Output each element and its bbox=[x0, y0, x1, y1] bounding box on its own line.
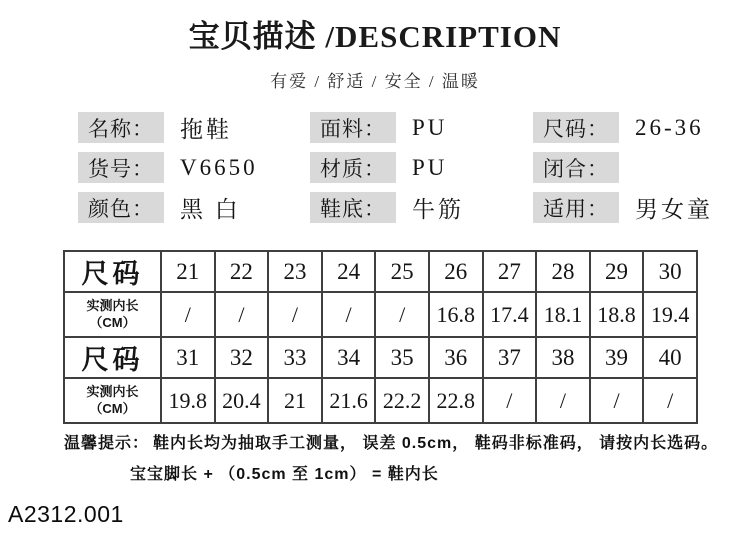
size-table-cell: 31 bbox=[161, 337, 215, 378]
size-table-cell: 22 bbox=[215, 251, 269, 292]
size-table-cell: 19.8 bbox=[161, 378, 215, 423]
size-table-cell: / bbox=[643, 378, 697, 423]
attribute-row-closure bbox=[533, 152, 713, 183]
attribute-value-fabric: PU bbox=[412, 114, 448, 140]
attribute-column-2 bbox=[310, 112, 464, 232]
size-table-row-header: 实测内长 （CM） bbox=[64, 378, 161, 423]
size-table-row bbox=[64, 292, 697, 337]
attribute-value-color: 黑 白 bbox=[180, 197, 241, 222]
size-table-body bbox=[64, 251, 697, 423]
attribute-label-item-number: 货号： bbox=[78, 152, 164, 183]
tips-line1 bbox=[64, 430, 718, 453]
size-table-cell: 38 bbox=[536, 337, 590, 378]
size-table-row bbox=[64, 251, 697, 292]
size-table-cell: 30 bbox=[643, 251, 697, 292]
size-table-cell: 39 bbox=[590, 337, 644, 378]
size-table-row-header: 尺码 bbox=[64, 337, 161, 378]
size-table-cell: 28 bbox=[536, 251, 590, 292]
size-table-cell: / bbox=[161, 292, 215, 337]
attribute-row-fabric bbox=[310, 112, 464, 143]
size-table-cell: 26 bbox=[429, 251, 483, 292]
size-table-cell: 21.6 bbox=[322, 378, 376, 423]
tips bbox=[64, 430, 718, 484]
size-table-cell: 27 bbox=[483, 251, 537, 292]
attribute-label-closure: 闭合： bbox=[533, 152, 619, 183]
size-table-cell: 16.8 bbox=[429, 292, 483, 337]
attribute-label-suitable-for: 适用： bbox=[533, 192, 619, 223]
size-table-cell: 18.1 bbox=[536, 292, 590, 337]
attribute-label-sole: 鞋底： bbox=[310, 192, 396, 223]
size-table-cell: / bbox=[215, 292, 269, 337]
size-table-cell: 21 bbox=[161, 251, 215, 292]
size-table-cell: 33 bbox=[268, 337, 322, 378]
attribute-row-size-range bbox=[533, 112, 713, 143]
size-table-cell: 22.2 bbox=[375, 378, 429, 423]
size-table-cell: 20.4 bbox=[215, 378, 269, 423]
attribute-label-name: 名称： bbox=[78, 112, 164, 143]
size-table-cell: 17.4 bbox=[483, 292, 537, 337]
attribute-label-fabric: 面料： bbox=[310, 112, 396, 143]
attribute-row-suitable-for bbox=[533, 192, 713, 223]
size-table-cell: 35 bbox=[375, 337, 429, 378]
size-table-cell: 34 bbox=[322, 337, 376, 378]
size-table-cell: / bbox=[536, 378, 590, 423]
size-table-cell: 32 bbox=[215, 337, 269, 378]
attribute-label-material: 材质： bbox=[310, 152, 396, 183]
size-table-row bbox=[64, 378, 697, 423]
attribute-value-suitable-for: 男女童 bbox=[635, 197, 713, 222]
size-table-cell: / bbox=[590, 378, 644, 423]
size-table-cell: 22.8 bbox=[429, 378, 483, 423]
tips-line1-text: 鞋内长均为抽取手工测量， 误差 0.5cm， 鞋码非标准码， 请按内长选码。 bbox=[153, 435, 719, 452]
size-table-cell: 29 bbox=[590, 251, 644, 292]
size-table-cell: 37 bbox=[483, 337, 537, 378]
size-table bbox=[63, 250, 698, 424]
attribute-column-3 bbox=[533, 112, 713, 232]
size-table-cell: 18.8 bbox=[590, 292, 644, 337]
attribute-label-color: 颜色： bbox=[78, 192, 164, 223]
size-table-cell: 24 bbox=[322, 251, 376, 292]
attribute-label-size-range: 尺码： bbox=[533, 112, 619, 143]
attribute-value-item-number: V6650 bbox=[180, 154, 258, 180]
size-table-row bbox=[64, 337, 697, 378]
size-table-cell: 40 bbox=[643, 337, 697, 378]
size-table-cell: / bbox=[375, 292, 429, 337]
attribute-row-item-number bbox=[78, 152, 258, 183]
size-table-cell: 25 bbox=[375, 251, 429, 292]
attribute-value-material: PU bbox=[412, 154, 448, 180]
attribute-row-name bbox=[78, 112, 258, 143]
size-table-cell: 19.4 bbox=[643, 292, 697, 337]
size-table-cell: 21 bbox=[268, 378, 322, 423]
size-table-row-header: 实测内长 （CM） bbox=[64, 292, 161, 337]
attribute-value-sole: 牛筋 bbox=[412, 197, 464, 222]
size-table-row-header: 尺码 bbox=[64, 251, 161, 292]
tips-line2: 宝宝脚长 + （0.5cm 至 1cm） = 鞋内长 bbox=[130, 466, 439, 483]
size-table-cell: 36 bbox=[429, 337, 483, 378]
attribute-row-color bbox=[78, 192, 258, 223]
attribute-row-sole bbox=[310, 192, 464, 223]
size-table-cell: / bbox=[483, 378, 537, 423]
tips-label: 温馨提示： bbox=[64, 435, 150, 452]
attribute-column-1 bbox=[78, 112, 258, 232]
page-title: 宝贝描述 /DESCRIPTION bbox=[188, 19, 562, 54]
attribute-value-size-range: 26-36 bbox=[635, 114, 704, 140]
size-table-cell: 23 bbox=[268, 251, 322, 292]
attribute-row-material bbox=[310, 152, 464, 183]
footer-code: A2312.001 bbox=[8, 501, 124, 527]
size-table-cell: / bbox=[322, 292, 376, 337]
size-table-cell: / bbox=[268, 292, 322, 337]
attribute-value-name: 拖鞋 bbox=[180, 117, 232, 142]
page-subtitle: 有爱 / 舒适 / 安全 / 温暖 bbox=[270, 72, 480, 91]
